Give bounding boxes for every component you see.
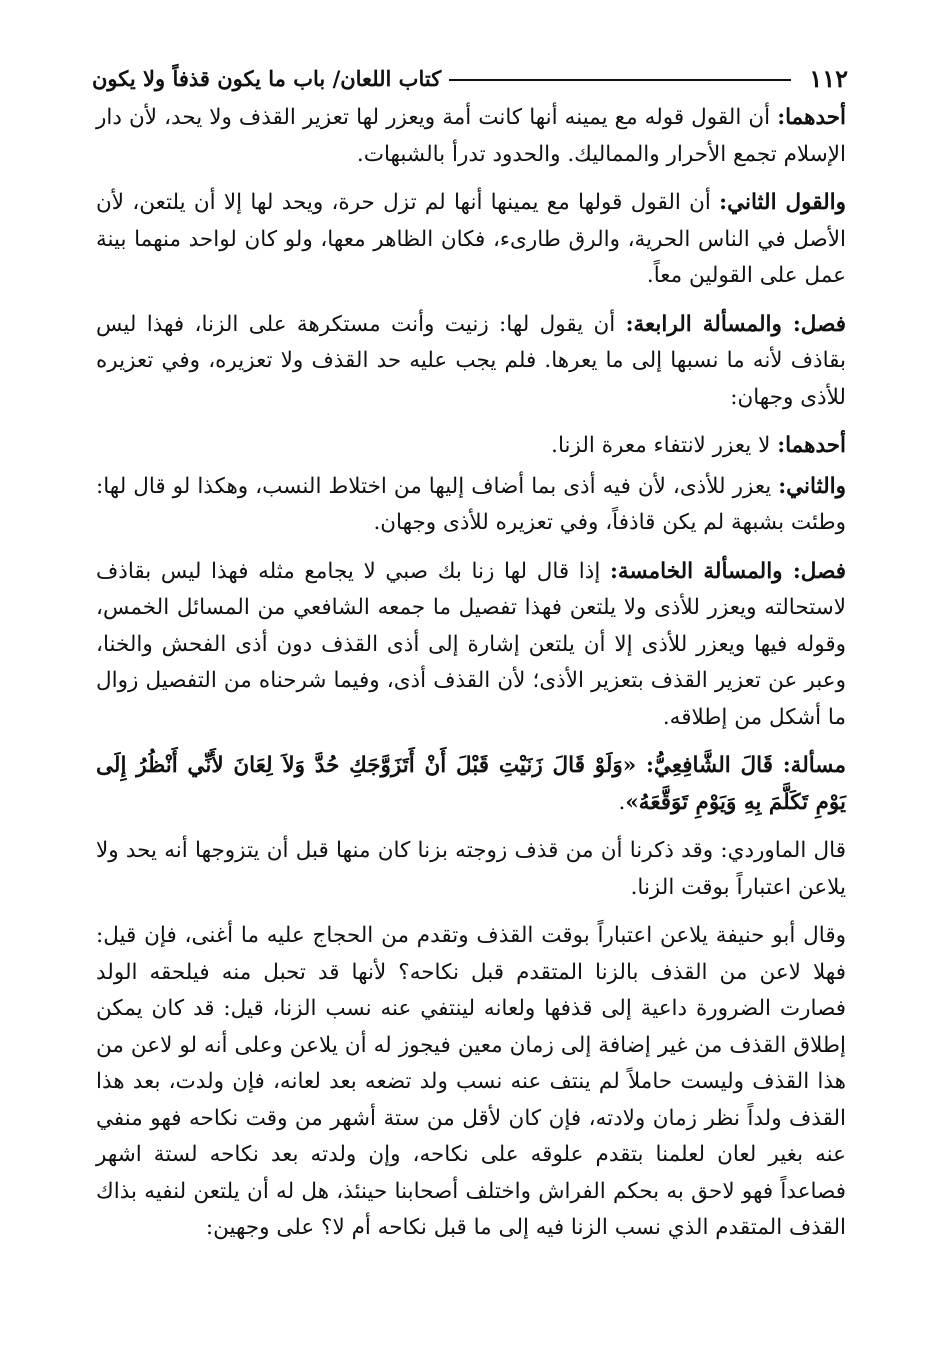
paragraph-lead: والثاني: [778, 473, 846, 499]
header-rule [449, 79, 791, 81]
quoted-text: «وَلَوْ قَالَ زَنَيْتِ قَبْلَ أَنْ أَتَزَوَّجَكِ حُدَّ وَلاَ لِعَانَ لأَنِّي أَنْظُرُ إِلَى يَوْمِ تَكَلَّمَ بِهِ وَيَوْمِ تَوَقَّعَهُ» [96, 753, 846, 815]
paragraph [96, 554, 846, 737]
page-body [96, 100, 846, 1259]
paragraph-text: قال الماوردي: وقد ذكرنا أن من قذف زوجته بزنا كان منها قبل أن يتزوجها أنه يحد ولا يلاعن اعتباراً بوقت الزنا. [96, 838, 846, 900]
paragraph-lead: والقول الثاني: [719, 190, 846, 215]
paragraph-lead: أحدهما: [777, 105, 846, 130]
section-heading: فصل: والمسألة الرابعة: [625, 311, 846, 337]
paragraph-text: أن يقول لها: زنيت وأنت مستكرهة على الزنا، فهذا ليس بقاذف لأنه ما نسبها إلى ما يعرها. فلم يجب عليه حد القذف ولا تعزيره، وفي تعزيره للأذى وجهان: [96, 311, 846, 410]
paragraph-text: لا يعزر لانتفاء معرة الزنا. [551, 433, 778, 458]
paragraph [96, 185, 846, 295]
section-heading: مسألة: قَالَ الشَّافِعِيُّ: [646, 753, 846, 778]
paragraph [96, 100, 846, 173]
paragraph-text: يعزر للأذى، لأن فيه أذى بما أضاف إليها من اختلاط النسب، وهكذا لو قال لها: وطئت بشبهة لم يكن قاذفاً، وفي تعزيره للأذى وجهان. [96, 473, 846, 535]
running-title: كتاب اللعان/ باب ما يكون قذفاً ولا يكون [92, 65, 442, 91]
paragraph-text: أن القول قولها مع يمينها أنها لم تزل حرة، ويحد لها إلا أن يلتعن، لأن الأصل في الناس الحرية، والرق طارىء، فكان الظاهر معها، ولو كان لواحد منهما بينة عمل على القولين معاً. [96, 190, 846, 288]
paragraph [96, 833, 846, 906]
page-number: ١١٢ [809, 63, 848, 93]
paragraph [96, 307, 846, 417]
paragraph-text: أن القول قوله مع يمينه أنها كانت أمة ويعزر لها تعزير القذف ولا يحد، لأن دار الإسلام تجمع الأحرار والمماليك. والحدود تدرأ بالشبهات. [96, 105, 846, 167]
paragraph [96, 918, 846, 1247]
paragraph-lead: أحدهما: [777, 433, 846, 458]
paragraph [96, 748, 846, 821]
paragraph-text: . [618, 789, 626, 815]
paragraph [96, 428, 846, 465]
paragraph-text: وقال أبو حنيفة يلاعن اعتباراً بوقت القذف وتقدم من الحجاج عليه ما أغنى، فإن قيل: فهلا لاعن من القذف بالزنا المتقدم قبل نكاحه؟ لأنها قد تحبل منه فيلحقه الولد فصارت الضرورة داعية إلى قذفها ولعانه لينتفي عنه نسب الزنا، قيل: قد كان يمكن إطلاق القذف من غير إضافة إلى زمان معين فيجوز له أن يلاعن وعلى أنه لو لاعن من هذا القذف وليست حاملاً لم ينتف عنه نسب ولد تضعه بعد لعانه، فإن ولدت، بعد هذا القذف ولداً نظر زمان ولادته، فإن كان لأقل من ستة أشهر من وقت نكاحه فهو منفي عنه بغير لعان لعلمنا بتقدم علوقه على نكاحه، وإن ولدته بعد نكاحه لستة اشهر فصاعداً فهو لاحق به بحكم الفراش واختلف أصحابنا حينئذ، هل له أن يلتعن لنفيه بذاك القذف المتقدم الذي نسب الزنا فيه إلى ما قبل نكاحه أم لا؟ على وجهين: [96, 923, 846, 1240]
paragraph-text: إذا قال لها زنا بك صبي لا يجامع مثله فهذا ليس بقاذف لاستحالته ويعزر للأذى ولا يلتعن فهذا تفصيل ما جمعه الشافعي من المسائل الخمس، وقوله فيها ويعزر للأذى إلا أن يلتعن إشارة إلى أذى القذف دون أذى الفحش والخنا، وعبر عن تعزير القذف بتعزير الأذى؛ لأن القذف أذى، وفيما شرحناه من التفصيل زوال ما أشكل من إطلاقه. [96, 558, 846, 730]
section-heading: فصل: والمسألة الخامسة: [609, 558, 846, 584]
running-header [92, 58, 848, 98]
paragraph [96, 469, 846, 542]
